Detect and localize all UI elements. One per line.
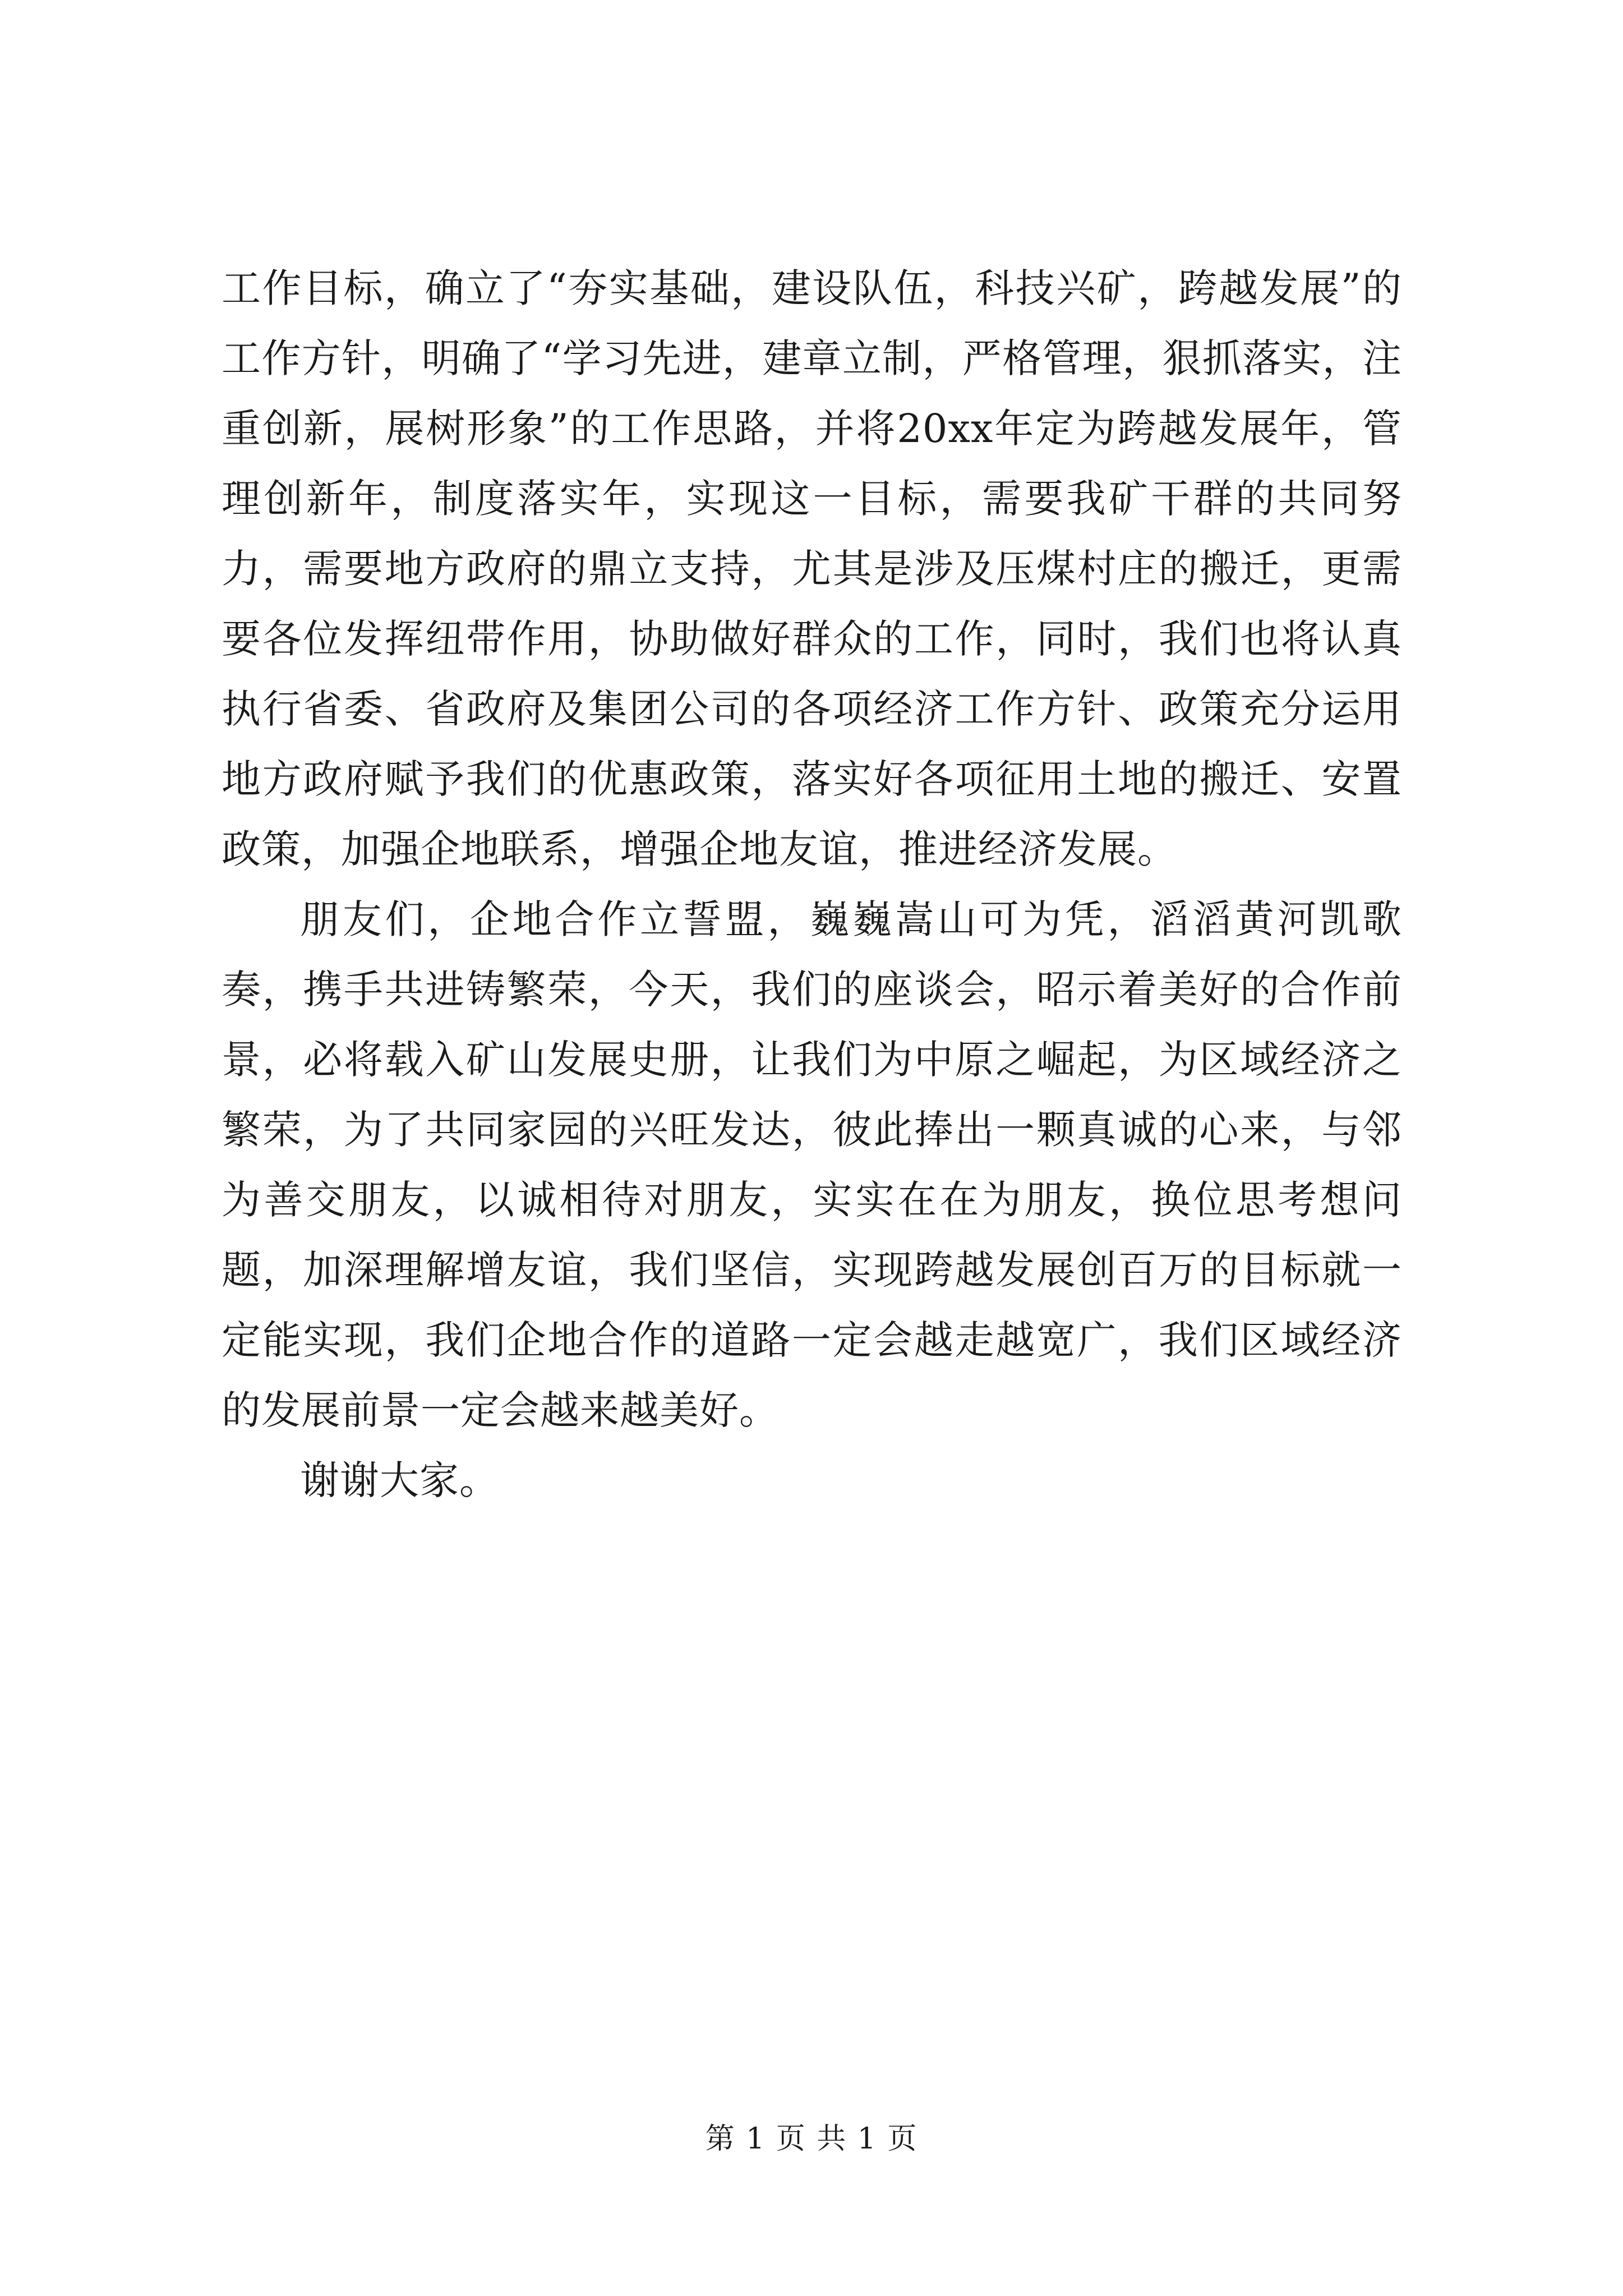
paragraph-friends: 朋友们，企地合作立誓盟，巍巍嵩山可为凭，滔滔黄河凯歌奏，携手共进铸繁荣，今天，我们的座谈会，昭示着美好的合作前景，必将载入矿山发展史册，让我们为中原之崛起，为区域经济之繁荣，为了共同家园的兴旺发达，彼此捧出一颗真诚的心来，与邻为善交朋友，以诚相待对朋友，实实在在为朋友，换位思考想问题，加深理解增友谊，我们坚信，实现跨越发展创百万的目标就一定能实现，我们企地合作的道路一定会越走越宽广，我们区域经济的发展前景一定会越来越美好。 [222,896,1402,1433]
page-footer: 第 1 页 共 1 页 [705,2122,918,2156]
paragraph-continuation: 工作目标，确立了“夯实基础，建设队伍，科技兴矿，跨越发展”的工作方针，明确了“学习先进，建章立制，严格管理，狠抓落实，注重创新，展树形象”的工作思路，并将20xx年定为跨越发展年，管理创新年，制度落实年，实现这一目标，需要我矿干群的共同努力，需要地方政府的鼎立支持，尤其是涉及压煤村庄的搬迁，更需要各位发挥纽带作用，协助做好群众的工作，同时，我们也将认真执行省委、省政府及集团公司的各项经济工作方针、政策充分运用地方政府赋予我们的优惠政策，落实好各项征用土地的搬迁、安置政策，加强企地联系，增强企地友谊，推进经济发展。 [222,265,1402,872]
paragraph-thanks: 谢谢大家。 [300,1457,499,1503]
document-body [222,254,1402,1516]
